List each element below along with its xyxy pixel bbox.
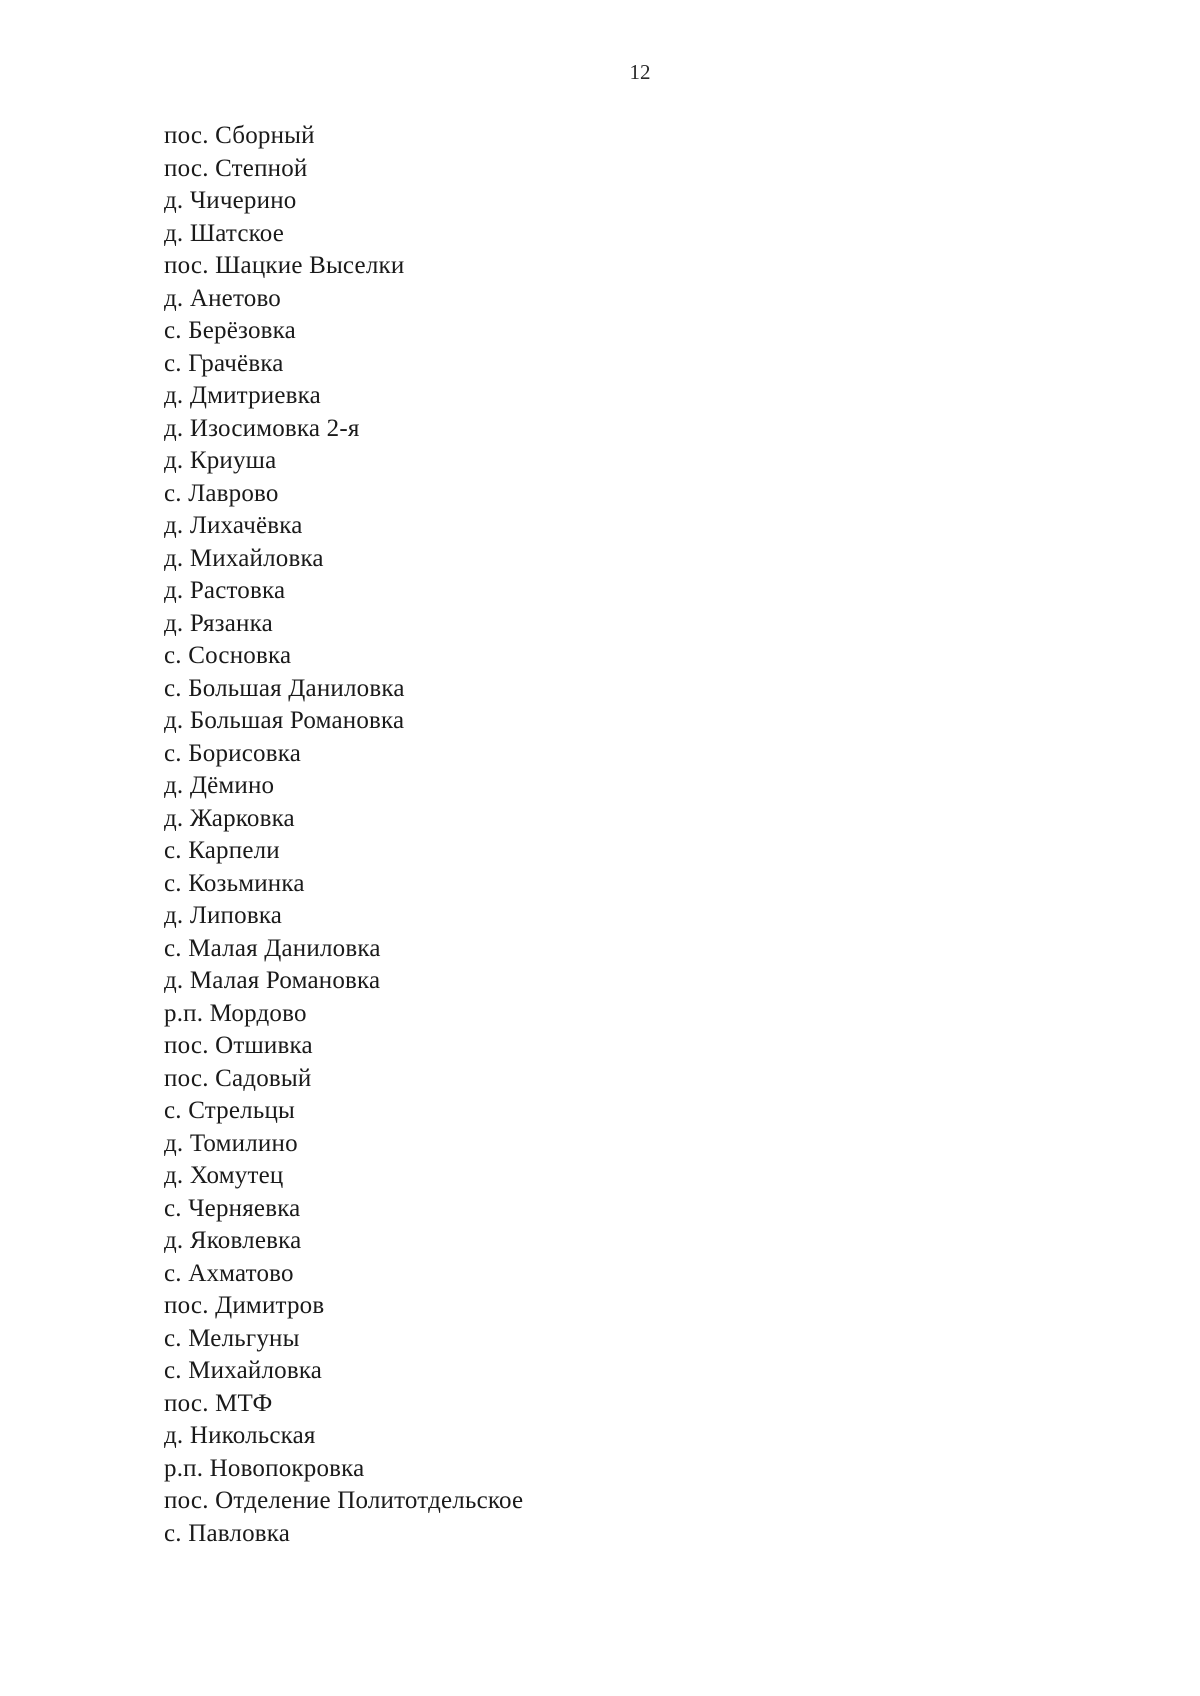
list-item: пос. Степной [164, 154, 308, 182]
list-item: д. Яковлевка [164, 1227, 302, 1254]
list-item: д. Томилино [164, 1129, 298, 1157]
list-item: д. Липовка [164, 902, 283, 929]
list-item: д. Хомутец [164, 1162, 284, 1189]
list-item: д. Рязанка [164, 609, 273, 637]
list-item: д. Лихачёвка [164, 512, 303, 539]
list-item: д. Михайловка [164, 544, 324, 572]
list-item: д. Никольская [164, 1422, 316, 1449]
list-item: д. Дёмино [164, 772, 275, 799]
list-item: с. Мельгуны [164, 1324, 300, 1352]
list-item: с. Ахматово [164, 1259, 294, 1287]
list-item: с. Павловка [164, 1519, 291, 1547]
list-item: с. Сосновка [164, 642, 292, 669]
list-item: пос. Сборный [164, 122, 315, 149]
list-item: с. Лаврово [164, 479, 279, 507]
list-item: пос. Димитров [164, 1292, 325, 1319]
list-item: с. Берёзовка [164, 317, 296, 344]
list-item: с. Козьминка [164, 869, 305, 897]
list-item: р.п. Мордово [164, 999, 307, 1027]
settlement-list [164, 120, 523, 1550]
list-item: д. Малая Романовка [164, 967, 381, 994]
list-item: д. Криуша [164, 447, 277, 474]
list-item: д. Чичерино [164, 187, 297, 214]
list-item: д. Растовка [164, 577, 286, 604]
list-item: пос. Отшивка [164, 1032, 313, 1059]
list-item: пос. Садовый [164, 1064, 312, 1092]
list-item: с. Стрельцы [164, 1097, 296, 1124]
list-item: д. Изосимовка 2-я [164, 414, 360, 442]
list-item: пос. МТФ [164, 1389, 273, 1417]
list-item: р.п. Новопокровка [164, 1454, 365, 1482]
list-item: пос. Отделение Политотдельское [164, 1487, 524, 1514]
list-item: д. Большая Романовка [164, 707, 405, 734]
list-item: д. Шатское [164, 219, 284, 247]
list-item: д. Анетово [164, 284, 281, 312]
list-item: с. Большая Даниловка [164, 674, 405, 702]
list-item: с. Черняевка [164, 1194, 301, 1222]
list-item: с. Карпели [164, 837, 280, 864]
page-number: 12 [629, 60, 651, 84]
list-item: с. Малая Даниловка [164, 934, 381, 962]
list-item: д. Жарковка [164, 804, 295, 832]
list-item: с. Грачёвка [164, 349, 284, 377]
list-item: с. Михайловка [164, 1357, 323, 1384]
list-item: пос. Шацкие Выселки [164, 252, 405, 279]
list-item: с. Борисовка [164, 739, 301, 767]
list-item: д. Дмитриевка [164, 382, 321, 409]
